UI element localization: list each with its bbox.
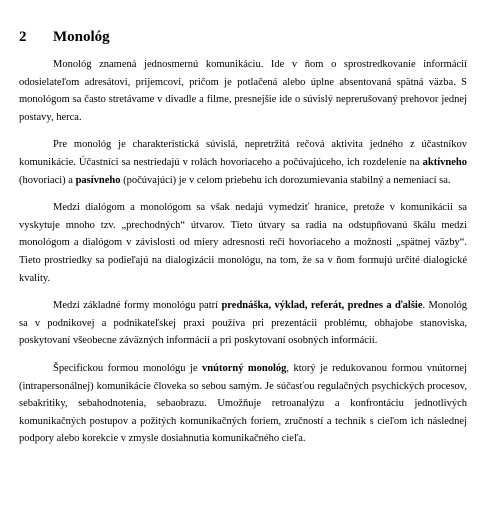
bold-term: aktívneho (422, 156, 467, 168)
text-run: Pre monológ je charakteristická súvislá, nepretržitá rečová aktivita jedného z účastníkov komunikácie. Účastníci sa nestriedajú v rolách hovoriaceho a počúvajúceho, ich rozdelenie na (19, 139, 467, 168)
text-run: . Monológ sa v podnikovej a podnikateľskej praxi používa pri prezentácii problému, obhajobe stanoviska, poskytovaní všeobecne záväzných informácií a pri poskytovaní osobných informácií. (19, 300, 467, 347)
paragraph-2 (19, 136, 467, 189)
text-run: , ktorý je redukovanou formou vnútornej (intrapersonálnej) komunikácie človeka so sebou samým. Je súčasťou regulačných psychických procesov, sebakritiky, sebahodnotenia, sebaobrazu. Umožňuje retroanalýzu a konfrontáciu jednotlivých komunikačných postupov a požitých komunikačných foriem, zručností a techník s cieľom ich následnej podpory alebo korekcie v zmysle dosiahnutia komunikačného cieľa. (19, 362, 467, 445)
text-run: Medzi dialógom a monológom sa však nedajú vymedziť hranice, pretože v komunikácii sa vyskytuje mnoho tzv. „prechodných“ útvarov. Tieto útvary sa radia na odstupňovanú škálu medzi monológom a dialógom v závislosti od miery adresnosti reči hovoriaceho a možnosti „spätnej väzby“. Tieto prostriedky sa podieľajú na dialogizácii monológu, na tom, že sa v ňom formujú určité dialogické kvality. (19, 202, 467, 284)
text-run: Monológ znamená jednosmernú komunikáciu. Ide v ňom o sprostredkovanie informácií odosielateľom adresátovi, prijemcovi, pričom je potlačená alebo úplne absentovaná spätná väzba. S monológom sa často stretávame v divadle a filme, presnejšie ide o súvislý neprerušovaný prehovor jednej postavy, herca. (19, 59, 467, 123)
bold-term: vnútorný monológ (202, 362, 287, 374)
paragraph-5 (19, 360, 467, 448)
paragraph-3 (19, 199, 467, 287)
paragraph-1 (19, 56, 467, 126)
section-heading (19, 27, 110, 47)
section-title: Monológ (53, 29, 110, 45)
bold-term: pasívneho (75, 174, 121, 186)
text-run: Špecifickou formou monológu je (53, 362, 203, 374)
section-number: 2 (19, 29, 27, 45)
document-body (19, 56, 467, 448)
text-run: (počúvajúci) je v celom priebehu ich dorozumievania stabilný a nemenіací sa. (120, 174, 451, 186)
bold-term: prednáška, výklad, referát, prednes a ďalšie (221, 300, 423, 312)
text-run: (hovoriaci) a (19, 174, 76, 186)
paragraph-4 (19, 297, 467, 350)
text-run: Medzi základné formy monológu patrí (53, 300, 222, 312)
